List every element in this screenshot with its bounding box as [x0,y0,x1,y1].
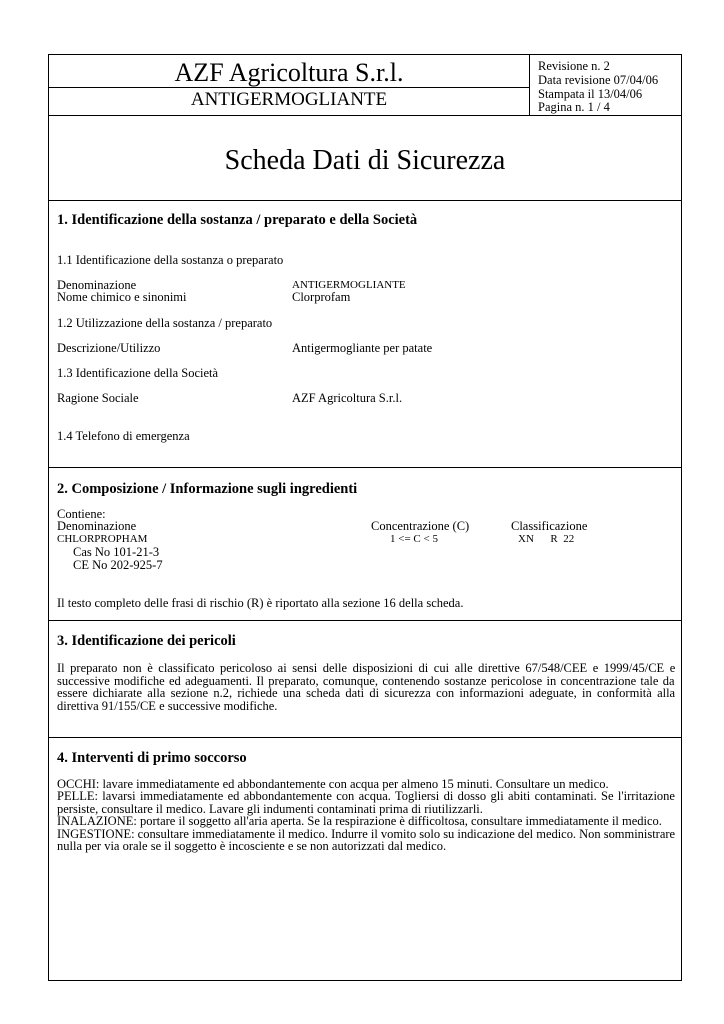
nome-value: Clorprofam [292,290,351,304]
section1-heading: 1. Identificazione della sostanza / preparato e della Società [57,212,418,228]
section1-sub3: 1.3 Identificazione della Società [57,366,219,380]
nome-label: Nome chimico e sinonimi [57,290,187,304]
ce-number: CE No 202-925-7 [73,558,163,572]
section4-line: persiste, consultare il medico. Lavare gli indumenti contaminati prima di riutilizzarli. [57,802,483,816]
denominazione-value: ANTIGERMOGLIANTE [292,279,406,291]
section4-line: nulla per via orale se il soggetto è incosciente e se non autorizzati dal medico. [57,839,447,853]
section1-sub2: 1.2 Utilizzazione della sostanza / preparato [57,316,273,330]
section1-bottom-rule [48,467,682,468]
denominazione-label: Denominazione [57,278,137,292]
ragione-label: Ragione Sociale [57,391,139,405]
section1-sub1: 1.1 Identificazione della sostanza o preparato [57,253,284,267]
title-bottom-rule [48,200,682,201]
contiene-label: Contiene: [57,507,106,521]
section3-line: direttiva 91/155/CE e successive modifiche. [57,699,278,713]
ragione-value: AZF Agricoltura S.r.l. [292,391,403,405]
company-name: AZF Agricoltura S.r.l. [174,58,404,87]
section3-line: successive modifiche ed adeguamenti. Il preparato, comunque, contenendo sostanze pericolose in concentrazione tale da [57,674,675,688]
revision-date: Data revisione 07/04/06 [538,73,659,87]
ingredient-concentration: 1 <= C < 5 [390,533,438,545]
ingredient-name: CHLORPROPHAM [57,533,148,545]
section3-line: essere dichiarate alla sezione n.2, richiede una scheda dati di sicurezza con informazioni adeguate, in conformità alla [57,686,676,700]
col-classificazione: Classificazione [511,519,588,533]
cas-number: Cas No 101-21-3 [73,545,160,559]
section4-line: PELLE: lavarsi immediatamente ed abbondantemente con acqua. Togliersi di dosso gli abiti contaminati. Se l'irritazione [57,789,675,803]
page-number: Pagina n. 1 / 4 [538,100,610,114]
risk-phrase-note: Il testo completo delle frasi di rischio (R) è riportato alla sezione 16 della scheda. [57,596,464,610]
revision-number: Revisione n. 2 [538,59,610,73]
section4-line: INGESTIONE: consultare immediatamente il medico. Indurre il vomito solo su indicazione del medico. Non somministrare [57,827,676,841]
section1-sub4: 1.4 Telefono di emergenza [57,429,190,443]
section3-heading: 3. Identificazione dei pericoli [57,633,236,649]
col-denominazione: Denominazione [57,519,137,533]
header-bottom-rule [48,115,682,116]
section3-line: Il preparato non è classificato pericoloso ai sensi delle disposizioni di cui alle direttive 67/548/CEE e 1999/45/CE e [57,661,676,675]
print-date: Stampata il 13/04/06 [538,87,643,101]
section4-line: INALAZIONE: portare il soggetto all'aria aperta. Se la respirazione è difficoltosa, consultare immediatamente il medico. [57,814,662,828]
descrizione-label: Descrizione/Utilizzo [57,341,161,355]
section2-bottom-rule [48,620,682,621]
col-concentrazione: Concentrazione (C) [371,519,470,533]
descrizione-value: Antigermogliante per patate [292,341,433,355]
section3-bottom-rule [48,737,682,738]
section4-line: OCCHI: lavare immediatamente ed abbondantemente con acqua per almeno 15 minuti. Consultare un medico. [57,777,609,791]
product-name: ANTIGERMOGLIANTE [190,89,388,110]
section2-heading: 2. Composizione / Informazione sugli ingredienti [57,481,358,497]
ingredient-classification: XN R 22 [518,533,575,545]
section4-heading: 4. Interventi di primo soccorso [57,750,247,766]
page-title: Scheda Dati di Sicurezza [224,145,506,176]
